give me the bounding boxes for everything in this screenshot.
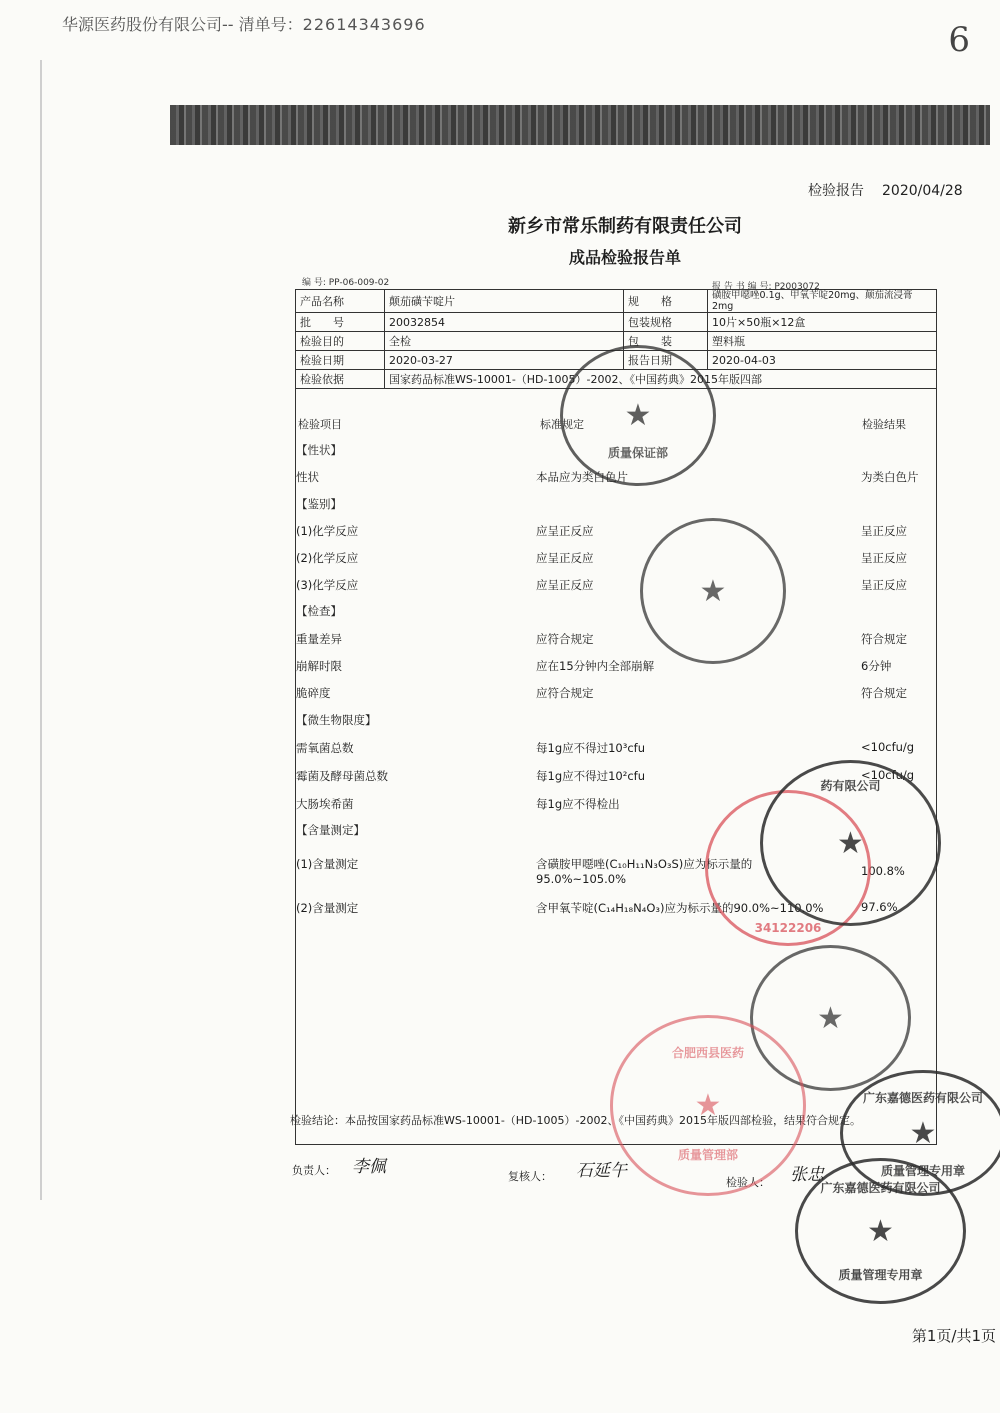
county-sub-text: 质量管理部 [677,1148,738,1162]
company-name: 新乡市常乐制药有限责任公司 [508,216,742,237]
spec-value: 磺胺甲噁唑0.1g、甲氧苄啶20mg、颠茄流浸膏2mg [708,290,937,313]
result-item: (1)含量测定 [296,857,359,871]
result-standard: 每1g应不得过10³cfu [536,741,646,755]
basis-label: 检验依据 [296,370,385,389]
result-standard: 本品应为类白色片 [536,470,628,484]
result-item: 需氧菌总数 [296,741,354,755]
result-value: 为类白色片 [861,470,919,484]
result-item: 【检查】 [296,604,342,618]
star-icon: ★ [624,398,652,433]
result-value: 符合规定 [861,686,907,700]
company-seal-text: 广东嘉德医药有限公司 [820,1181,941,1195]
report-date-label: 报告日期 [624,351,708,370]
head-label: 负责人： [292,1164,336,1177]
report-date: 2020/04/28 [882,183,963,199]
info-row [296,313,937,332]
result-standard: 应呈正反应 [536,551,594,565]
report-number: 报 告 书 编 号: P2003072 [712,282,820,292]
header-order-label: 清单号： [238,15,303,34]
result-item: 崩解时限 [296,659,342,673]
column-item: 检验项目 [298,418,342,431]
reviewer-signature: 石延午 [576,1161,627,1181]
partner-black-stamp [760,760,941,926]
packaging-value: 塑料瓶 [708,332,937,351]
test-date-value: 2020-03-27 [385,351,624,370]
packaging-label: 包 装 [624,332,708,351]
batch-label: 批 号 [296,313,385,332]
company-seal-text: 广东嘉德医药有限公司 [862,1091,983,1105]
result-standard: 应符合规定 [536,686,594,700]
star-icon: ★ [867,1213,894,1249]
result-standard: 应呈正反应 [536,578,594,592]
column-standard: 标准规定 [540,418,584,431]
result-item: (2)含量测定 [296,901,359,915]
inspection-stamp [640,518,786,664]
star-icon: ★ [699,573,727,609]
purpose-label: 检验目的 [296,332,385,351]
result-item: 【性状】 [296,443,342,457]
result-value: 100.8% [861,864,905,878]
report-label: 检验报告 [808,183,864,199]
document-header [62,12,426,35]
spec-label: 规 格 [624,290,708,313]
product-label: 产品名称 [296,290,385,313]
qa-dept-stamp [560,345,716,486]
result-item: 【微生物限度】 [296,713,377,727]
partner-code: 34122206 [754,921,822,935]
company-seal-stamp-2 [795,1158,966,1304]
header-order-no: 22614343696 [302,15,426,34]
purpose-value: 全检 [385,332,624,351]
serial-number: 编 号: PP-06-009-02 [302,278,390,288]
result-value: 呈正反应 [861,551,907,565]
batch-value: 20032854 [385,313,624,332]
result-item: (1)化学反应 [296,524,359,538]
result-standard: 含甲氧苄啶(C₁₄H₁₈N₄O₃)应为标示量的90.0%~110.0% [536,901,824,915]
star-icon: ★ [837,825,864,861]
basis-value: 国家药品标准WS-10001-（HD-1005）-2002、《中国药典》2015年版四部 [385,370,937,389]
test-date-label: 检验日期 [296,351,385,370]
report-date-line [808,180,963,200]
page-number: 第1页/共1页 [911,1327,996,1345]
result-item: 脆碎度 [296,686,331,700]
redaction-bar [170,105,990,145]
pack-label: 包装规格 [624,313,708,332]
report-date-value: 2020-04-03 [708,351,937,370]
partner-seal-text: 药有限公司 [820,779,881,793]
county-red-stamp [610,1015,806,1196]
column-result: 检验结果 [862,418,906,431]
result-value: 符合规定 [861,632,907,646]
result-item: 【鉴别】 [296,497,342,511]
pack-value: 10片×50瓶×12盒 [708,313,937,332]
result-item: 性状 [296,470,319,484]
result-value: <10cfu/g [861,768,915,782]
star-icon: ★ [694,1088,722,1123]
result-value: 呈正反应 [861,524,907,538]
result-value: 呈正反应 [861,578,907,592]
qa-dept-text: 质量保证部 [607,446,668,460]
company-seal-sub: 质量管理专用章 [838,1268,923,1282]
result-standard: 应符合规定 [536,632,594,646]
corner-mark: 6 [948,20,970,60]
reviewer-label: 复核人： [508,1170,552,1183]
county-seal-text: 合肥西县医药 [671,1046,744,1060]
result-standard: 应在15分钟内全部崩解 [536,659,655,673]
result-item: 重量差异 [296,632,342,646]
company-seal-sub: 质量管理专用章 [880,1164,965,1178]
result-item: 霉菌及酵母菌总数 [296,769,388,783]
head-signature: 李佩 [352,1157,386,1177]
result-value: 6分钟 [861,659,892,673]
result-standard: 每1g应不得过10²cfu [536,769,646,783]
result-item: 大肠埃希菌 [296,797,354,811]
result-standard: 应呈正反应 [536,524,594,538]
conclusion: 检验结论：本品按国家药品标准WS-10001-（HD-1005）-2002、《中国药典》2015年版四部检验，结果符合规定。 [290,1114,861,1127]
result-standard: 含磺胺甲噁唑(C₁₀H₁₁N₃O₃S)应为标示量的95.0%~105.0% [536,857,753,886]
star-icon: ★ [817,1000,844,1036]
result-value: 97.6% [861,900,898,914]
result-standard: 每1g应不得检出 [536,797,620,811]
result-item: (2)化学反应 [296,551,359,565]
result-item: (3)化学反应 [296,578,359,592]
result-value: <10cfu/g [861,740,915,754]
header-company: 华源医药股份有限公司-- [62,15,234,34]
info-row [296,290,937,313]
star-icon: ★ [909,1115,937,1151]
inspector-label: 检验人： [726,1176,770,1189]
result-item: 【含量测定】 [296,823,365,837]
product-value: 颠茄磺苄啶片 [385,290,624,313]
inspector-signature: 张忠 [790,1165,824,1185]
document-title: 成品检验报告单 [568,248,681,267]
